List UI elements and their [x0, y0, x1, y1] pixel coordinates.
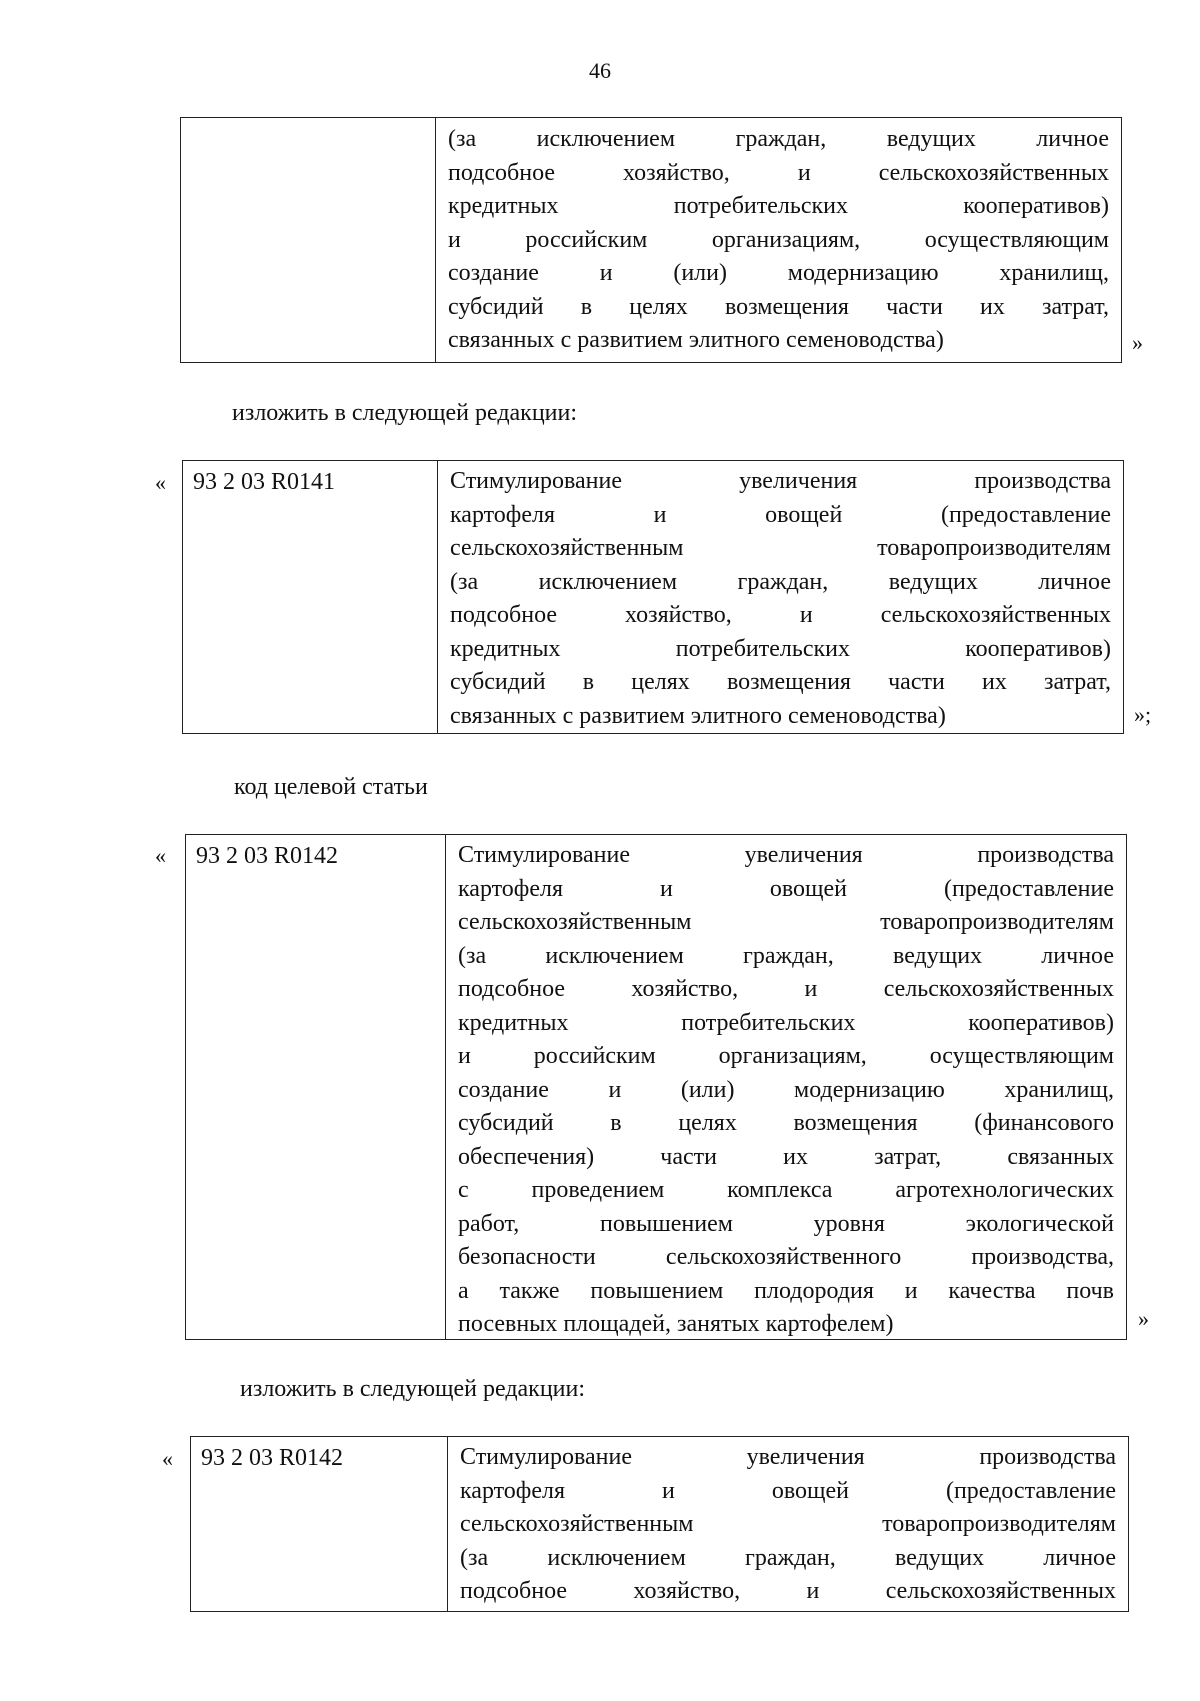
- instruction-text: изложить в следующей редакции:: [240, 1376, 586, 1402]
- description-line: с проведением комплекса агротехнологических: [458, 1177, 1114, 1203]
- description-line: кредитных потребительских кооперативов): [448, 193, 1109, 219]
- description-line: создание и (или) модернизацию хранилищ,: [458, 1076, 1114, 1103]
- description-line: картофеля и овощей (предоставление: [460, 1477, 1116, 1504]
- description-cell: [446, 835, 1126, 1339]
- description-line: и российским организациям, осуществляющим: [448, 226, 1109, 253]
- table-row-r0141: [182, 460, 1124, 734]
- description-line: кредитных потребительских кооперативов): [450, 635, 1111, 662]
- code-cell: [181, 118, 436, 362]
- closing-quote-semicolon: »;: [1134, 702, 1152, 727]
- description-line: Стимулирование увеличения производства: [458, 842, 1114, 868]
- opening-quote: «: [162, 1446, 173, 1471]
- description-line: связанных с развитием элитного семеноводства): [450, 702, 946, 729]
- instruction-text: код целевой статьи: [234, 774, 428, 800]
- description-line: подсобное хозяйство, и сельскохозяйственных: [458, 976, 1114, 1002]
- opening-quote: «: [155, 843, 166, 868]
- description-line: картофеля и овощей (предоставление: [450, 501, 1111, 528]
- description-line: подсобное хозяйство, и сельскохозяйственных: [448, 159, 1109, 186]
- description-line: безопасности сельскохозяйственного производства,: [458, 1244, 1114, 1270]
- description-line: (за исключением граждан, ведущих личное: [448, 126, 1109, 152]
- table-row-r0142-old: [185, 834, 1127, 1340]
- description-line: связанных с развитием элитного семеноводства): [448, 327, 944, 353]
- instruction-text: изложить в следующей редакции:: [232, 400, 578, 426]
- description-line: работ, повышением уровня экологической: [458, 1210, 1114, 1237]
- description-line: обеспечения) части их затрат, связанных: [458, 1143, 1114, 1170]
- description-line: Стимулирование увеличения производства: [460, 1444, 1116, 1470]
- page-number: 46: [589, 58, 611, 83]
- description-line: и российским организациям, осуществляющим: [458, 1043, 1114, 1069]
- description-line: (за исключением граждан, ведущих личное: [458, 942, 1114, 969]
- description-line: сельскохозяйственным товаропроизводителям: [458, 909, 1114, 935]
- description-line: Стимулирование увеличения производства: [450, 468, 1111, 494]
- table-fragment-1: [180, 117, 1122, 363]
- description-cell: [438, 461, 1123, 733]
- description-line: подсобное хозяйство, и сельскохозяйственных: [450, 602, 1111, 628]
- description-cell: [448, 1437, 1128, 1611]
- description-line: (за исключением граждан, ведущих личное: [450, 568, 1111, 595]
- code-cell: 93 2 03 R0141: [183, 461, 438, 733]
- description-line: сельскохозяйственным товаропроизводителям: [460, 1511, 1116, 1537]
- description-line: субсидий в целях возмещения части их затрат,: [448, 293, 1109, 320]
- code-cell: 93 2 03 R0142: [186, 835, 446, 1339]
- description-line: посевных площадей, занятых картофелем): [458, 1311, 894, 1337]
- description-line: сельскохозяйственным товаропроизводителям: [450, 535, 1111, 561]
- description-line: субсидий в целях возмещения (финансового: [458, 1110, 1114, 1136]
- closing-quote: »: [1138, 1306, 1149, 1331]
- description-line: подсобное хозяйство, и сельскохозяйственных: [460, 1578, 1116, 1604]
- description-cell: [436, 118, 1121, 362]
- closing-quote: »: [1132, 330, 1143, 355]
- description-line: картофеля и овощей (предоставление: [458, 875, 1114, 902]
- description-line: (за исключением граждан, ведущих личное: [460, 1544, 1116, 1571]
- opening-quote: «: [155, 470, 166, 495]
- description-line: а также повышением плодородия и качества почв: [458, 1277, 1114, 1304]
- description-line: кредитных потребительских кооперативов): [458, 1009, 1114, 1036]
- table-row-r0142-new: [190, 1436, 1129, 1612]
- description-line: создание и (или) модернизацию хранилищ,: [448, 260, 1109, 286]
- code-cell: 93 2 03 R0142: [191, 1437, 448, 1611]
- description-line: субсидий в целях возмещения части их затрат,: [450, 669, 1111, 695]
